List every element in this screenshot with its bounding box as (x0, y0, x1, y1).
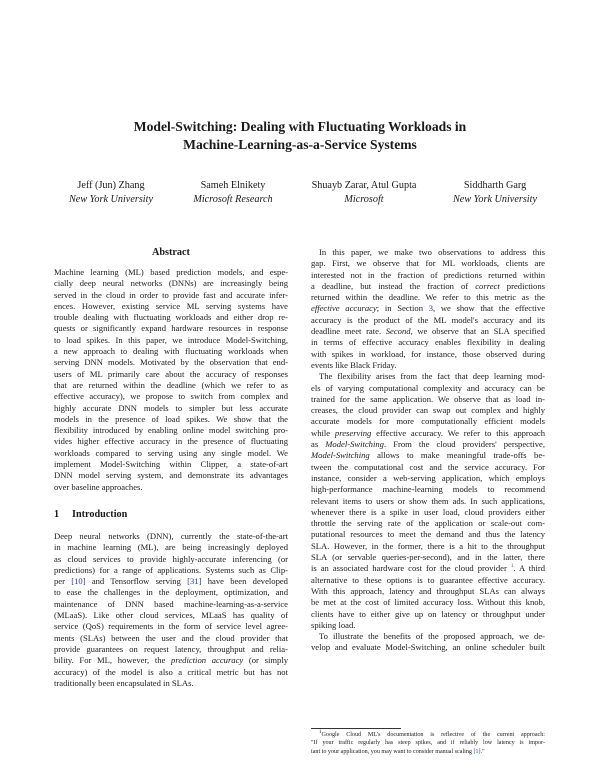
text-line: interested not in the fraction of predictions returned within (311, 269, 545, 280)
text-line: els of varying computational complexity and accuracy can be (311, 382, 545, 393)
footnote (311, 731, 545, 756)
text-span: , we observe that an SLA specified (410, 326, 545, 337)
text-line: To illustrate the benefits of the proposed approach, we de- (319, 631, 545, 642)
text-line: with spikes in workload, for instance, those observed during (311, 348, 545, 359)
paragraph-observations (311, 247, 545, 371)
text-line (311, 748, 545, 756)
text-line: The flexibility arises from the fact that deep learning mod- (319, 371, 545, 382)
footnote-marker-link[interactable]: 1 (510, 564, 514, 570)
paragraph-flexibility (311, 371, 545, 631)
text-line: that are returned within the deadline (which we refer to as (54, 379, 288, 390)
text-line: accurate models for more computationally efficient models (311, 416, 545, 427)
text-span: bility. For ML, however, the (54, 655, 172, 666)
text-line: Deep neural networks (DNN), currently the state-of-the-art (54, 530, 288, 541)
text-line: serving DNN models. Motivated by the observation that end- (54, 357, 288, 368)
paragraph-illustrate (311, 631, 545, 654)
text-span: ." (480, 748, 485, 755)
text-line: quests or significantly expand hardware resources in response (54, 323, 288, 334)
text-line: accuracy) of the model is also a critical metric but has not (54, 666, 288, 677)
text-line: flexibility introduced by enabling online model switching pro- (54, 425, 288, 436)
title-line-2: Machine-Learning-as-a-Service Systems (183, 137, 417, 152)
text-line: throttle the serving rate of the application or scale-out com- (311, 518, 545, 529)
text-line: users of ML primarily care about the accuracy of responses (54, 368, 288, 379)
italic-term: Model-Switching (311, 450, 370, 461)
text-line: velop and evaluate Model-Switching, an online scheduler built (311, 642, 545, 653)
text-line: over baseline approaches. (54, 481, 143, 492)
text-line: gap. First, we observe that for ML workloads, clients are (311, 258, 545, 269)
text-line: be met at the cost of limited accuracy loss. Without this knob, (311, 597, 545, 608)
text-line: in machine learning (ML), are being increasingly deployed (54, 542, 288, 553)
italic-term: correct (475, 280, 500, 291)
text-line: effective accuracy), we propose to switch from complex and (54, 391, 288, 402)
text-span: and Tensorflow serving (85, 576, 188, 587)
text-span: , we show that the effective (433, 303, 546, 314)
text-line: predictions) for a range of applications. Systems such as Clip- (54, 564, 288, 575)
footnote-number: 1 (319, 729, 322, 735)
text-line: served in the cloud in order to provide fast and accurate infer- (54, 289, 288, 300)
author-name: Shuayb Zarar, Atul Gupta (311, 180, 417, 191)
title-line-1: Model-Switching: Dealing with Fluctuating Workloads in (133, 119, 467, 134)
text-line: instance, consider a web-serving application, which employs (311, 472, 545, 483)
text-line (311, 731, 545, 739)
author-2 (178, 179, 288, 207)
text-line: whenever there is a spike in user load, cloud providers either (311, 506, 545, 517)
text-line (311, 450, 545, 461)
text-span: deadline meet rate. (311, 326, 386, 337)
text-line: trouble dealing with fluctuating workloads and either drop re- (54, 312, 288, 323)
author-3 (296, 179, 432, 207)
text-line: events like Black Friday. (311, 359, 397, 370)
text-span: . From the cloud providers' perspective, (383, 439, 546, 450)
text-line: models in the presence of load spikes. We show that the (54, 413, 288, 424)
text-line: With this approach, latency and throughput SLAs can always (311, 585, 545, 596)
text-line: putational resources to meet the demand and thus the latency (311, 529, 545, 540)
text-line: DNN model serving system, and demonstrate its advantages (54, 470, 288, 481)
text-line: creases, the cloud provider can swap out complex and highly (311, 405, 545, 416)
author-affiliation: New York University (453, 194, 537, 205)
text-line (311, 281, 545, 292)
italic-term: effective accuracy (311, 303, 377, 314)
text-line: service (QoS) requirements in the form of service level agree- (54, 621, 288, 632)
italic-term: prediction accuracy (171, 655, 244, 666)
author-affiliation: New York University (69, 194, 153, 205)
text-line: high-performance machine-learning models to recommend (311, 484, 545, 495)
text-line: trained for the same application. We observe that as load in- (311, 393, 545, 404)
text-line: accuracy is the product of the ML model's accuracy and its (311, 314, 545, 325)
text-line: alternative to these options is to guarantee effective accuracy. (311, 574, 545, 585)
text-line (54, 655, 288, 666)
left-column (54, 247, 288, 689)
section-link[interactable]: 3 (428, 303, 433, 314)
text-span: while (311, 427, 335, 438)
section-title-text: Introduction (72, 508, 128, 520)
text-line: ments (SLAs) between the user and the cloud provider that (54, 632, 288, 643)
text-line: maintenance of DNN based machine-learning-as-a-service (54, 598, 288, 609)
text-line: as cloud services to provide highly-accurate inferencing (or (54, 553, 288, 564)
text-line: relevant items to users or show them ads. In such applications, (311, 495, 545, 506)
text-span: (or simply (243, 655, 289, 666)
abstract-body (54, 267, 288, 493)
text-span: effective accuracy. We refer to this approach (371, 427, 545, 438)
text-line (311, 439, 545, 450)
abstract-heading: Abstract (152, 247, 190, 258)
text-line: highly accurate DNN models to simpler but less accurate (54, 402, 288, 413)
text-line: traditionally been encapsulated in SLAs. (54, 677, 194, 688)
author-4 (440, 179, 550, 207)
text-line: cially deep neural networks (DNNs) are increasingly being (54, 278, 288, 289)
citation-link[interactable]: [31] (187, 576, 202, 587)
text-line (311, 326, 545, 337)
text-line: to ease the challenges in the deployment, optimization, and (54, 587, 288, 598)
text-line: (MLaaS). Like other cloud services, MLaaS has quality of (54, 610, 288, 621)
text-line: workloads compared to serving using any single model. We (54, 447, 288, 458)
citation-link[interactable]: [1] (473, 748, 481, 755)
text-line: SLA (or servable queries-per-second), and in the latter, there (311, 552, 545, 563)
text-line (311, 563, 545, 574)
text-span: . A third (513, 563, 545, 574)
text-span: tant to your application, you may want to consider manual scaling (311, 748, 474, 755)
text-span: allows to make meaningful trade-offs be- (369, 450, 545, 461)
text-line: In this paper, we make two observations to address this (319, 247, 545, 257)
introduction-paragraph (54, 531, 288, 689)
text-span: Google Cloud ML's documentation is reflective of the current approach: (321, 732, 545, 738)
author-affiliation: Microsoft (344, 194, 384, 205)
text-line: tween the computational cost and the service accuracy. For (311, 461, 545, 472)
text-line (54, 576, 288, 587)
text-line: returned within the deadline. We refer to this metric as the (311, 292, 545, 303)
text-line: spiking load. (311, 619, 356, 630)
author-1 (56, 179, 166, 207)
text-span: a deadline, but instead the fraction of (311, 280, 476, 291)
paper-title (60, 118, 540, 154)
text-span: is an associated hardware cost for the cloud provider (311, 563, 511, 574)
text-line: "If your traffic regularly has steep spikes, and if reliably low latency is impor- (311, 740, 545, 747)
text-span: ; in Section (376, 303, 429, 314)
section-heading-introduction (54, 509, 288, 521)
text-line: SLA. However, in the former, there is a hit to the throughput (311, 540, 545, 551)
footnote-rule (311, 728, 401, 729)
text-line: in terms of effective accuracy enables flexibility in dealing (311, 337, 545, 348)
text-line: ences. However, existing service ML serving systems have (54, 300, 288, 311)
author-block (0, 179, 600, 209)
text-line: a new approach to dealing with fluctuating workloads when (54, 346, 288, 357)
text-line (311, 303, 545, 314)
text-line: provide guarantees on request latency, throughput and relia- (54, 643, 288, 654)
text-span: have been developed (201, 576, 288, 587)
author-name: Sameh Elnikety (200, 180, 266, 191)
italic-term: Second (385, 326, 411, 337)
right-column (311, 247, 545, 654)
text-line: to load spikes. In this paper, we introduce Model-Switching, (54, 334, 288, 345)
text-line: Machine learning (ML) based prediction models, and espe- (54, 267, 288, 277)
text-span: as (311, 439, 326, 450)
text-span: predictions (499, 280, 545, 291)
author-name: Jeff (Jun) Zhang (77, 180, 145, 191)
text-line: vides higher effective accuracy in the presence of fluctuating (54, 436, 288, 447)
italic-term: preserving (334, 427, 372, 438)
italic-term: Model-Switching (325, 439, 384, 450)
text-line: clients have to either give up on latency or throughput under (311, 608, 545, 619)
section-number: 1 (54, 508, 60, 520)
text-line: implement Model-Switching within Clipper, a state-of-art (54, 459, 288, 470)
author-name: Siddharth Garg (463, 180, 527, 191)
author-affiliation: Microsoft Research (193, 194, 273, 205)
text-span: per (54, 576, 72, 587)
citation-link[interactable]: [10] (71, 576, 86, 587)
text-line (311, 428, 545, 439)
